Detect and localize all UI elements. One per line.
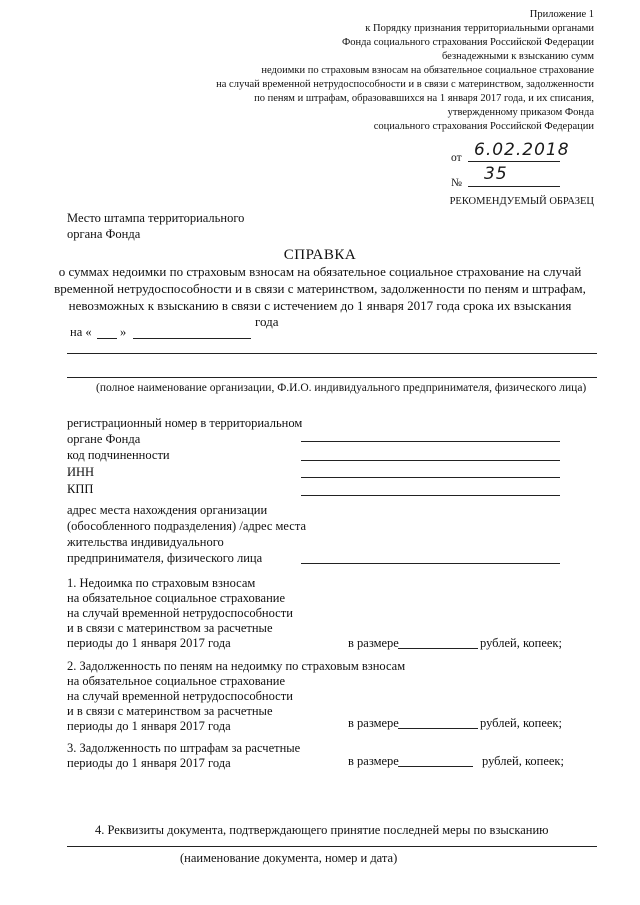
header-line: безнадежными к взысканию сумм (441, 51, 594, 62)
header-line: утвержденному приказом Фонда (447, 107, 594, 118)
amount-unit: рублей, копеек; (482, 754, 564, 768)
org-name-line[interactable] (67, 377, 597, 378)
reg-number-label: органе Фонда (67, 432, 141, 446)
title-subline: невозможных к взысканию в связи с истечением до 1 января 2017 года срока их взыскания (68, 298, 572, 313)
date-underline (468, 161, 560, 162)
inn-label: ИНН (67, 465, 95, 479)
item-line: и в связи с материнством за расчетные (67, 621, 273, 635)
stamp-line: органа Фонда (67, 227, 141, 241)
address-label: адрес места нахождения организации (67, 503, 268, 517)
item-line: 1. Недоимка по страховым взносам (67, 576, 256, 590)
requisites-label: 4. Реквизиты документа, подтверждающего принятие последней меры по взысканию (95, 823, 549, 837)
code-label: код подчиненности (67, 448, 170, 462)
stamp-line: Место штампа территориального (67, 211, 245, 225)
item-line: периоды до 1 января 2017 года (67, 756, 231, 770)
document-title: СПРАВКА (283, 247, 357, 263)
address-field[interactable] (301, 563, 560, 564)
date-prefix: на « (70, 325, 92, 339)
inn-field[interactable] (301, 477, 560, 478)
amount-field[interactable] (398, 728, 478, 729)
title-subline: о суммах недоимки по страховым взносам на обязательное социальное страхование на случай (58, 264, 582, 279)
item-line: 3. Задолженность по штрафам за расчетные (67, 741, 301, 755)
org-caption: (полное наименование организации, Ф.И.О. индивидуального предпринимателя, физического лица) (96, 382, 587, 394)
address-label: (обособленного подразделения) /адрес места (67, 519, 306, 533)
item-line: на случай временной нетрудоспособности (67, 689, 293, 703)
header-line: Фонда социального страхования Российской Федерации (341, 37, 594, 48)
sample-label: РЕКОМЕНДУЕМЫЙ ОБРАЗЕЦ (449, 196, 594, 207)
appendix-title: Приложение 1 (529, 9, 594, 20)
header-line: на случай временной нетрудоспособности и в связи с материнством, задолженности (216, 79, 594, 90)
date-label: от (451, 152, 462, 164)
item-line: на случай временной нетрудоспособности (67, 606, 293, 620)
item-line: и в связи с материнством за расчетные (67, 704, 273, 718)
handwritten-number: 35 (484, 164, 508, 184)
item-line: на обязательное социальное страхование (67, 674, 286, 688)
reg-number-label: регистрационный номер в территориальном (67, 416, 303, 430)
amount-label: в размере (348, 636, 399, 650)
date-mid: » (120, 325, 127, 339)
item-line: на обязательное социальное страхование (67, 591, 286, 605)
item-line: периоды до 1 января 2017 года (67, 636, 231, 650)
kpp-label: КПП (67, 482, 94, 496)
org-name-line[interactable] (67, 353, 597, 354)
address-label: предпринимателя, физического лица (67, 551, 263, 565)
title-subline: временной нетрудоспособности и в связи с материнством, задолженности по пеням и штрафам, (54, 281, 586, 296)
code-field[interactable] (301, 460, 560, 461)
reg-number-field[interactable] (301, 441, 560, 442)
amount-field[interactable] (398, 766, 473, 767)
header-line: к Порядку признания территориальными органами (365, 23, 594, 34)
amount-unit: рублей, копеек; (480, 716, 562, 730)
address-label: жительства индивидуального (67, 535, 224, 549)
item-line: периоды до 1 января 2017 года (67, 719, 231, 733)
number-underline (468, 186, 560, 187)
month-blank[interactable] (133, 338, 251, 339)
item-line: 2. Задолженность по пеням на недоимку по страховым взносам (67, 659, 406, 673)
requisites-field[interactable] (67, 846, 597, 847)
header-line: социального страхования Российской Федерации (373, 121, 594, 132)
year-word: года (255, 314, 279, 329)
kpp-field[interactable] (301, 495, 560, 496)
handwritten-date: 6.02.2018 (474, 140, 570, 160)
amount-unit: рублей, копеек; (480, 636, 562, 650)
header-line: по пеням и штрафам, образовавшихся на 1 января 2017 года, и их списания, (254, 93, 594, 104)
amount-label: в размере (348, 754, 399, 768)
amount-field[interactable] (398, 648, 478, 649)
number-label: № (451, 177, 462, 189)
day-blank[interactable] (97, 338, 117, 339)
header-line: недоимки по страховым взносам на обязательное социальное страхование (261, 65, 594, 76)
requisites-caption: (наименование документа, номер и дата) (180, 851, 398, 865)
amount-label: в размере (348, 716, 399, 730)
